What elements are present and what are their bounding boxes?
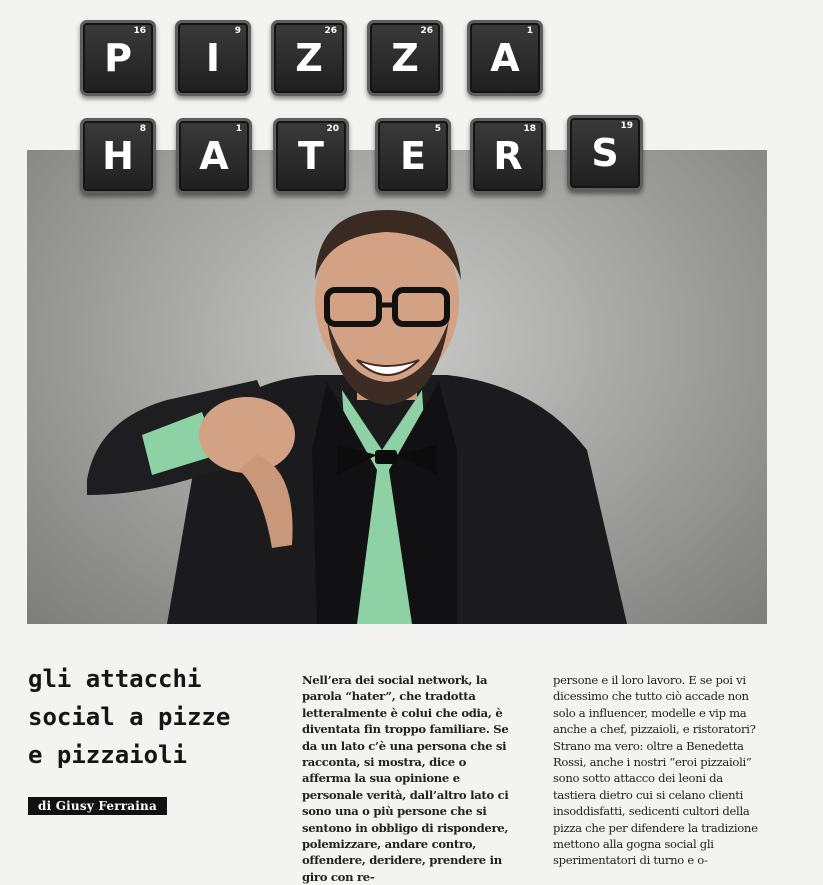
man-thumbs-down-illustration: [27, 150, 767, 624]
author-byline: di Giusy Ferraina: [28, 797, 167, 815]
article-column-2: persone e il loro lavoro. E se poi vi dicessimo che tutto ciò accade non solo a influencer, modelle e vip ma anche a chef, pizzaioli, e ristoratori? Strano ma vero: oltre a Benedetta Rossi, anche i nostri “eroi pizzaioli” sono sotto attacco dei leoni da tastiera dietro cui si celano clienti insoddisfatti, sedicenti cultori della pizza che per difendere la tradizione mettono alla gogna social gli sperimentatori di turno e o-: [553, 673, 758, 868]
title-tile: T 20: [273, 118, 349, 194]
title-tile: A 1: [176, 118, 252, 194]
pizza-haters-title: [0, 0, 823, 200]
hero-photo: [27, 150, 767, 624]
article-headline: [28, 660, 278, 774]
title-tile: H 8: [80, 118, 156, 194]
headline-line: gli attacchi: [28, 665, 202, 693]
article-column-1: Nell’era dei social network, la parola “hater”, che tradotta letteralmente è colui che odia, è diventata fin troppo familiare. Se da un lato c’è una persona che si racconta, si mostra, dice o afferma la sua opinione e personale verità, dall’altro lato ci sono una o più persone che si sentono in obbligo di rispondere, polemizzare, andare contro, offendere, deridere, prendere in giro con re-: [302, 673, 509, 884]
headline-line: e pizzaioli: [28, 741, 187, 769]
title-tile: A 1: [467, 20, 543, 96]
headline-line: social a pizze: [28, 703, 231, 731]
title-tile: Z 26: [367, 20, 443, 96]
title-tile: Z 26: [271, 20, 347, 96]
title-tile: P 16: [80, 20, 156, 96]
title-tile: E 5: [375, 118, 451, 194]
title-tile: I 9: [175, 20, 251, 96]
title-tile: S 19: [567, 115, 643, 191]
title-tile: R 18: [470, 118, 546, 194]
